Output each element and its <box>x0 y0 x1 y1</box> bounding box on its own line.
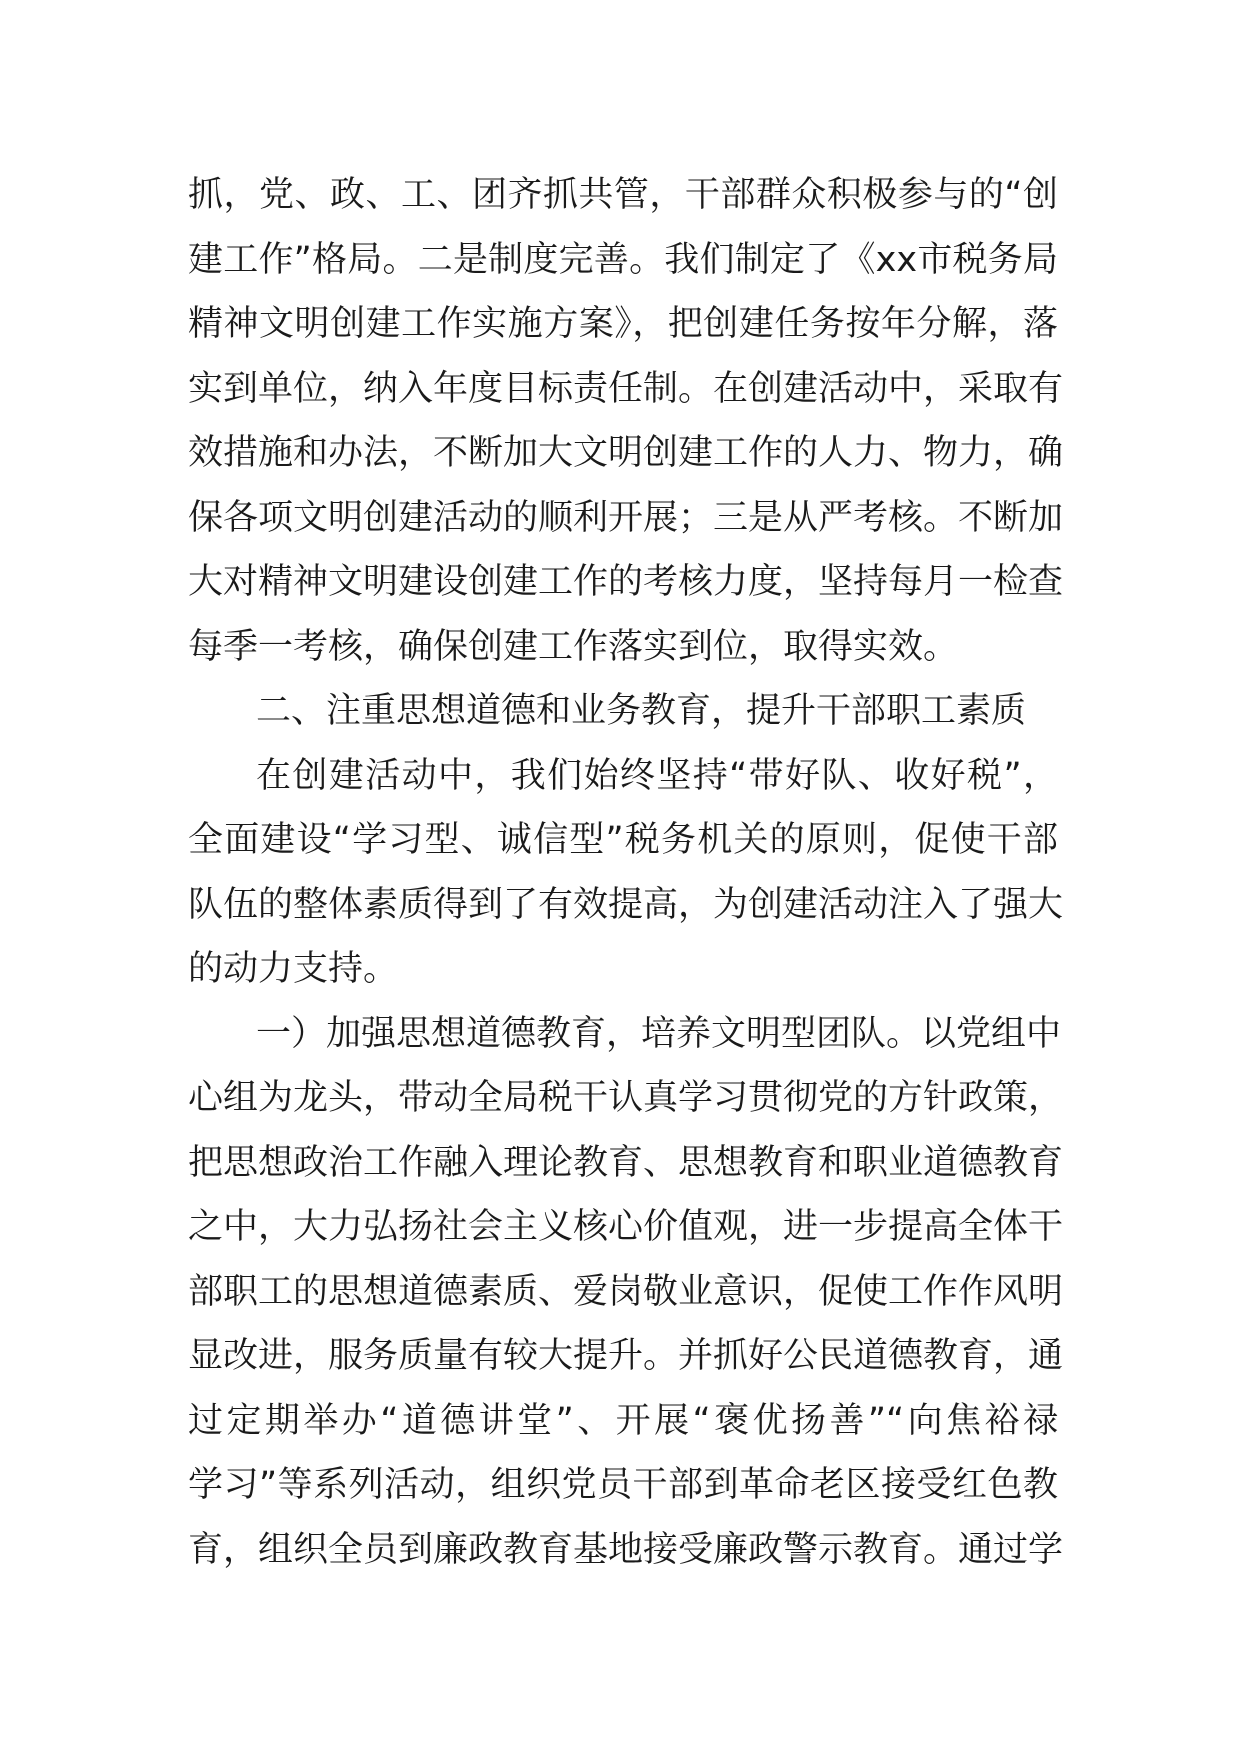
text-line: 一）加强思想道德教育，培养文明型团队。以党组中 <box>256 1013 1062 1054</box>
text-line: 实到单位，纳入年度目标责任制。在创建活动中，采取有 <box>188 368 1064 409</box>
text-line: 全面建设“学习型、诚信型”税务机关的原则，促使干部 <box>188 820 1058 860</box>
text-line: 的动力支持。 <box>188 949 399 989</box>
text-line: 大对精神文明建设创建工作的考核力度，坚持每月一检查 <box>188 562 1064 602</box>
document-page <box>188 163 1064 1582</box>
text-line: 之中，大力弘扬社会主义核心价值观，进一步提高全体干 <box>188 1207 1064 1247</box>
text-line: 每季一考核，确保创建工作落实到位，取得实效。 <box>188 626 959 667</box>
text-line: 显改进，服务质量有较大提升。并抓好公民道德教育，通 <box>188 1336 1064 1376</box>
text-line: 育，组织全员到廉政教育基地接受廉政警示教育。通过学 <box>188 1529 1064 1570</box>
text-line: 二、注重思想道德和业务教育，提升干部职工素质 <box>256 691 1027 731</box>
text-line: 学习”等系列活动，组织党员干部到革命老区接受红色教 <box>188 1465 1058 1505</box>
text-line: 心组为龙头，带动全局税干认真学习贯彻党的方针政策， <box>188 1078 1064 1118</box>
text-line: 把思想政治工作融入理论教育、思想教育和职业道德教育 <box>188 1142 1064 1183</box>
text-line: 队伍的整体素质得到了有效提高，为创建活动注入了强大 <box>188 884 1064 925</box>
text-line: 抓，党、政、工、团齐抓共管，干部群众积极参与的“创 <box>188 175 1058 215</box>
text-line: 精神文明创建工作实施方案》，把创建任务按年分解，落 <box>188 304 1058 344</box>
text-line: 部职工的思想道德素质、爱岗敬业意识，促使工作作风明 <box>188 1271 1064 1312</box>
text-line: 保各项文明创建活动的顺利开展；三是从严考核。不断加 <box>188 497 1064 538</box>
text-line: 建工作”格局。二是制度完善。我们制定了《xx市税务局 <box>188 239 1058 280</box>
text-line: 在创建活动中，我们始终坚持“带好队、收好税”， <box>256 755 1058 796</box>
text-line: 效措施和办法，不断加大文明创建工作的人力、物力，确 <box>188 433 1064 473</box>
text-line: 过定期举办“道德讲堂”、开展“褒优扬善”“向焦裕禄 <box>188 1400 1058 1441</box>
